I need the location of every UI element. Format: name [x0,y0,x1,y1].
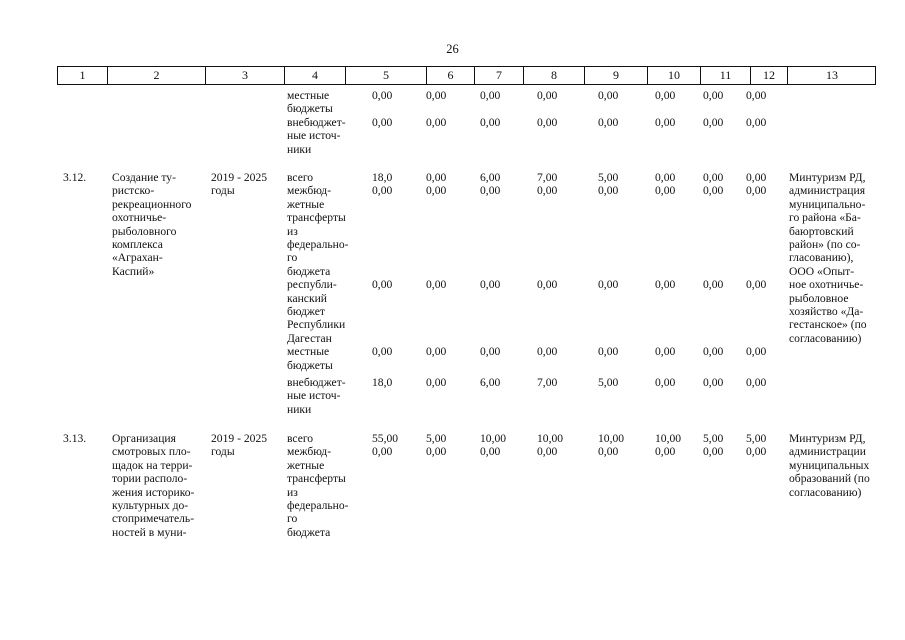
value-cell-col7: 0,00 [480,116,501,129]
value-cell-col6: 0,00 [426,116,447,129]
value-cell-col12: 0,00 [746,345,767,359]
value-cell-col10: 0,00 [655,89,676,102]
row-label: трансферты [287,211,346,225]
row-label: Дагестан [287,331,332,345]
item-executor: Минтуризм РД, [789,171,866,184]
value-cell-col7: 0,00 [480,184,501,198]
row-label: ники [287,402,312,416]
value-cell-col9: 0,00 [598,445,619,459]
value-cell-col10: 0,00 [655,116,676,129]
item-executor: муниципальных [789,458,870,472]
value-cell-col6: 0,00 [426,89,447,102]
value-cell-col9: 0,00 [598,184,619,198]
header-col-7: 7 [475,67,524,84]
value-cell-col7: 0,00 [480,445,501,459]
item-executor: район» (по со- [789,238,861,251]
item-name: щадок на терри- [112,458,193,472]
value-cell-col8: 0,00 [537,345,558,359]
row-label: федерально- [287,238,349,251]
value-cell-col12: 0,00 [746,89,767,102]
item-executor: согласованию) [789,331,862,345]
item-executor: ное охотничье- [789,278,864,292]
value-cell-col11: 0,00 [703,278,724,292]
value-cell-col8: 0,00 [537,89,558,102]
value-cell-col11: 0,00 [703,89,724,102]
row-label: всего [287,171,314,184]
value-cell-col8: 7,00 [537,171,558,184]
value-cell-col5: 0,00 [372,89,393,102]
item-name: стопримечатель- [112,512,195,526]
value-cell-col11: 0,00 [703,171,724,184]
item-name: рекреационного [112,197,192,211]
value-cell-col8: 10,00 [537,432,564,445]
value-cell-col7: 6,00 [480,171,501,184]
row-label: трансферты [287,472,346,486]
row-label: внебюджет- [287,376,346,389]
header-col-10: 10 [648,67,701,84]
value-cell-col9: 5,00 [598,376,619,389]
item-name: Создание ту- [112,171,176,184]
value-cell-col6: 0,00 [426,184,447,198]
value-cell-col10: 0,00 [655,376,676,389]
value-cell-col10: 0,00 [655,171,676,184]
value-cell-col11: 0,00 [703,116,724,129]
value-cell-col6: 0,00 [426,278,447,292]
value-cell-col5: 0,00 [372,445,393,459]
header-col-2: 2 [108,67,206,84]
value-cell-col12: 0,00 [746,171,767,184]
item-executor: гестанское» (по [789,318,867,332]
value-cell-col12: 5,00 [746,432,767,445]
value-cell-col11: 0,00 [703,345,724,359]
row-label: межбюд- [287,184,332,198]
value-cell-col8: 0,00 [537,116,558,129]
value-cell-col6: 0,00 [426,445,447,459]
item-name: ристско- [112,184,155,198]
item-executor: администрации [789,445,866,459]
value-cell-col7: 0,00 [480,89,501,102]
value-cell-col8: 0,00 [537,445,558,459]
value-cell-col9: 0,00 [598,345,619,359]
value-cell-col12: 0,00 [746,278,767,292]
value-cell-col6: 0,00 [426,376,447,389]
value-cell-col7: 0,00 [480,345,501,359]
value-cell-col5: 0,00 [372,278,393,292]
header-col-6: 6 [427,67,475,84]
item-name: культурных до- [112,499,189,512]
item-executor: хозяйство «Да- [789,305,864,318]
item-executor: муниципально- [789,197,866,211]
value-cell-col10: 0,00 [655,184,676,198]
row-label: го [287,512,298,526]
value-cell-col11: 0,00 [703,184,724,198]
item-period: 2019 - 2025 [211,432,268,445]
row-label: бюджета [287,525,331,539]
item-name: смотровых пло- [112,445,191,459]
value-cell-col12: 0,00 [746,445,767,459]
value-cell-col12: 0,00 [746,184,767,198]
row-label: ники [287,142,312,156]
item-executor: согласованию) [789,485,862,499]
item-period: годы [211,445,235,459]
item-executor: Минтуризм РД, [789,432,866,445]
row-label: республи- [287,278,337,292]
header-col-4: 4 [285,67,346,84]
header-col-1: 1 [58,67,108,84]
value-cell-col8: 7,00 [537,376,558,389]
row-label: го [287,251,298,265]
item-name: ностей в муни- [112,525,187,539]
table-header-row [57,66,876,85]
value-cell-col7: 10,00 [480,432,507,445]
item-name: Каспий» [112,264,155,278]
value-cell-col10: 10,00 [655,432,682,445]
value-cell-col5: 0,00 [372,116,393,129]
value-cell-col11: 0,00 [703,445,724,459]
row-label: жетные [287,458,325,472]
item-name: «Аграхан- [112,251,163,265]
item-executor: баюртовский [789,224,854,238]
value-cell-col12: 0,00 [746,116,767,129]
item-name: Организация [112,432,176,445]
item-name: жения историко- [112,485,195,499]
header-col-12: 12 [751,67,788,84]
header-col-13: 13 [826,68,838,82]
item-name: охотничье- [112,211,167,225]
header-col-8: 8 [524,67,585,84]
value-cell-col5: 0,00 [372,184,393,198]
item-executor: образований (по [789,472,870,486]
value-cell-col11: 0,00 [703,376,724,389]
header-col-5: 5 [346,67,427,84]
value-cell-col9: 10,00 [598,432,625,445]
row-label: ные источ- [287,129,341,143]
row-label: канский [287,291,327,305]
value-cell-col7: 6,00 [480,376,501,389]
row-label: жетные [287,197,325,211]
value-cell-col5: 0,00 [372,345,393,359]
item-period: годы [211,184,235,198]
value-cell-col9: 0,00 [598,116,619,129]
value-cell-col11: 5,00 [703,432,724,445]
item-executor: рыболовное [789,291,849,305]
row-label: федерально- [287,499,349,512]
row-label: из [287,224,298,238]
header-col-11: 11 [701,67,751,84]
value-cell-col9: 0,00 [598,89,619,102]
value-cell-col5: 18,0 [372,376,393,389]
item-name: рыболовного [112,224,177,238]
item-executor: гласованию), [789,251,854,265]
item-number: 3.13. [63,432,87,445]
item-period: 2019 - 2025 [211,171,268,184]
value-cell-col6: 0,00 [426,345,447,359]
value-cell-col10: 0,00 [655,278,676,292]
row-label: из [287,485,298,499]
value-cell-col12: 0,00 [746,376,767,389]
row-label: бюджеты [287,102,333,116]
item-executor: администрация [789,184,866,198]
item-executor: го района «Ба- [789,211,861,225]
row-label: межбюд- [287,445,332,459]
item-name: тории располо- [112,472,188,486]
row-label: внебюджет- [287,116,346,129]
row-label: бюджеты [287,358,333,372]
value-cell-col5: 55,00 [372,432,399,445]
header-col-9: 9 [585,67,648,84]
row-label: всего [287,432,314,445]
value-cell-col8: 0,00 [537,278,558,292]
value-cell-col9: 5,00 [598,171,619,184]
value-cell-col10: 0,00 [655,345,676,359]
row-label: Республики [287,318,346,332]
row-label: бюджета [287,264,331,278]
item-number: 3.12. [63,171,87,184]
page-number: 26 [446,42,459,56]
value-cell-col8: 0,00 [537,184,558,198]
row-label: местные [287,345,330,359]
row-label: местные [287,89,330,102]
header-col-3: 3 [206,67,285,84]
value-cell-col7: 0,00 [480,278,501,292]
value-cell-col6: 5,00 [426,432,447,445]
item-name: комплекса [112,238,163,251]
value-cell-col5: 18,0 [372,171,393,184]
value-cell-col6: 0,00 [426,171,447,184]
value-cell-col9: 0,00 [598,278,619,292]
row-label: бюджет [287,305,325,318]
row-label: ные источ- [287,389,341,403]
item-executor: ООО «Опыт- [789,264,855,278]
value-cell-col10: 0,00 [655,445,676,459]
